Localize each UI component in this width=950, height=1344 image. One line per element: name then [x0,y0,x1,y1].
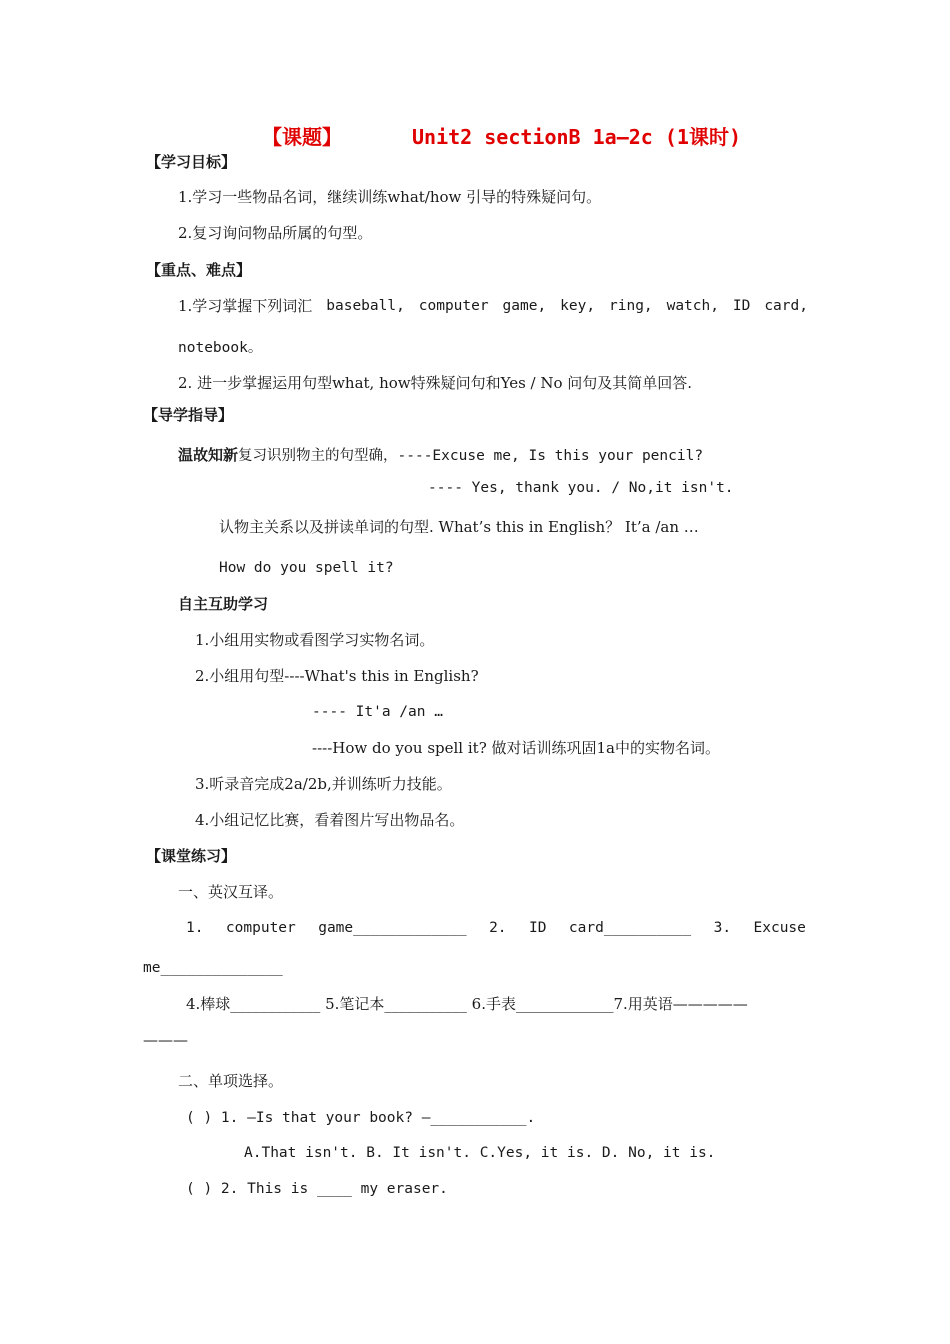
translate-line-1 [186,918,806,938]
self-study-item-2: 2.小组用句型----What's this in English? [195,667,479,685]
review-answer: ---- Yes, thank you. / No,it isn't. [428,480,734,496]
vocab-word: ID [732,298,751,314]
vocab-word: card, [764,298,808,314]
keypoints-heading: 【重点、难点】 [146,261,252,279]
self-study-item-3: 3.听录音完成2a/2b,并训练听力技能。 [195,775,452,793]
translate-part: computer [225,920,296,936]
vocab-word: ring, [609,298,653,314]
keypoint-vocab-intro: 1.学习掌握下列词汇 [178,297,313,315]
self-study-item-2c: ----How do you spell it? 做对话训练巩固1a中的实物名词。 [312,739,720,757]
guide-heading: 【导学指导】 [143,406,234,424]
vocab-word: computer [418,298,489,314]
translate-line-1-cont: me______________ [143,960,283,976]
self-study-item-1: 1.小组用实物或看图学习实物名词。 [195,631,435,649]
goal-item-2: 2.复习询问物品所属的句型。 [178,224,373,242]
review-line-3: 认物主关系以及拼读单词的句型. What’s this in English？ It’a /an … [219,518,699,536]
review-line-4: How do you spell it? [219,560,394,576]
practice-part-2: 二、单项选择。 [178,1072,284,1090]
translate-part: game_____________ [318,920,467,936]
vocab-word: baseball, [326,298,405,314]
review-text: 复习识别物主的句型确，----Excuse me, Is this your pencil? [238,448,704,464]
lesson-title-text: Unit2 sectionB 1a—2c (1课时) [412,125,741,149]
keypoint-item-2: 2. 进一步掌握运用句型what, how特殊疑问句和Yes / No 问句及其简单回答. [178,374,693,392]
question-1: ( ) 1. —Is that your book? —___________. [186,1110,536,1126]
question-2: ( ) 2. This is ____ my eraser. [186,1181,448,1197]
vocab-word: watch, [666,298,719,314]
translate-line-2: 4.棒球____________ 5.笔记本___________ 6.手表_____________7.用英语————— [186,995,748,1013]
vocab-word: key, [560,298,596,314]
review-line-1 [178,445,703,466]
lesson-title-tag: 【课题】 [262,125,342,149]
keypoint-item-1-cont: notebook。 [178,340,263,356]
review-label: 温故知新 [178,446,239,464]
translate-part: 2. [489,920,507,936]
self-study-heading: 自主互助学习 [178,595,269,613]
vocab-word: game, [502,298,547,314]
translate-part: ID [529,920,547,936]
practice-part-1: 一、英汉互译。 [178,883,284,901]
translate-part: card__________ [568,920,692,936]
translate-part: 1. [186,920,204,936]
lesson-title [262,124,741,150]
translate-part: Excuse [753,920,806,936]
self-study-item-4: 4.小组记忆比赛，看着图片写出物品名。 [195,811,465,829]
translate-line-2-cont: ——— [143,1031,188,1049]
practice-heading: 【课堂练习】 [146,847,237,865]
goal-item-1: 1.学习一些物品名词，继续训练what/how 引导的特殊疑问句。 [178,188,602,206]
keypoint-item-1 [178,296,808,316]
translate-part: 3. [713,920,732,936]
goals-heading: 【学习目标】 [146,153,237,171]
question-1-options: A.That isn't. B. It isn't. C.Yes, it is. D. No, it is. [244,1145,716,1161]
self-study-item-2b: ---- It'a /an … [312,704,443,720]
